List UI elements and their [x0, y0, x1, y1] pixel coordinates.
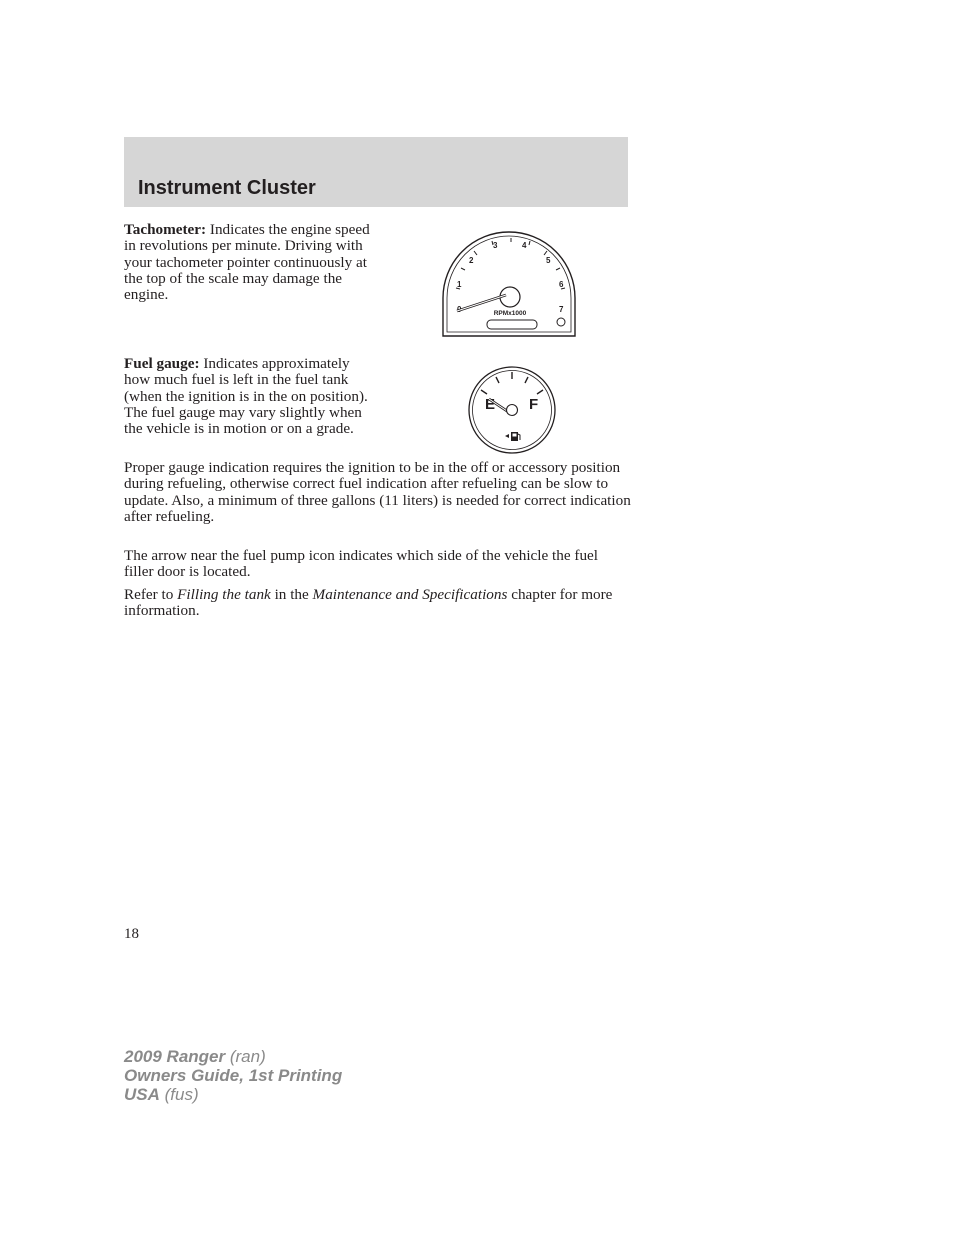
fuel-gauge-term: Fuel gauge:	[124, 355, 200, 372]
tachometer-paragraph	[124, 222, 374, 303]
fuel-full-label: F	[529, 396, 539, 413]
refer-prefix: Refer to	[124, 586, 178, 603]
refueling-indication-paragraph: Proper gauge indication requires the ignition to be in the off or accessory position during refueling, otherwise correct fuel indication after refueling can be slow to update. Also, a minimum of three gallons (11 liters) is needed for correct indication after refueling.	[124, 459, 631, 525]
footer-line-3	[124, 1085, 342, 1104]
fuel-gauge-text: Indicates approximately how much fuel is left in the fuel tank (when the ignition is in the on position). The fuel gauge may vary slightly when the vehicle is in motion or on a grade.	[124, 355, 368, 438]
tach-label-7: 7	[559, 305, 564, 314]
page-number: 18	[124, 926, 139, 942]
footer-model: 2009 Ranger	[124, 1047, 226, 1066]
footer-line-2	[124, 1066, 342, 1085]
footer-model-code: (ran)	[225, 1047, 266, 1066]
refer-suffix: chapter for more information.	[124, 586, 613, 620]
filler-door-arrow-paragraph: The arrow near the fuel pump icon indicates which side of the vehicle the fuel filler door is located.	[124, 547, 599, 581]
footer-market-code: (fus)	[159, 1085, 199, 1104]
filling-tank-reference: Filling the tank	[177, 586, 271, 603]
refer-mid: in the	[270, 586, 313, 603]
footer-edition: Owners Guide, 1st Printing	[124, 1066, 343, 1085]
maintenance-specs-reference: Maintenance and Specifications	[312, 586, 508, 603]
tachometer-text: Indicates the engine speed in revolutions per minute. Driving with your tachometer pointer continuously at the top of the scale may damage the engine.	[124, 221, 370, 304]
tach-unit-label: RPMx1000	[493, 310, 527, 317]
tach-label-5: 5	[546, 256, 551, 265]
refer-paragraph	[124, 587, 624, 620]
fuel-gauge-illustration	[467, 365, 557, 455]
footer-market: USA	[124, 1085, 160, 1104]
tachometer-illustration	[438, 228, 580, 340]
tach-label-4: 4	[522, 241, 527, 250]
fuel-empty-label: E	[485, 396, 496, 413]
fuel-gauge-paragraph	[124, 356, 379, 437]
tach-label-3: 3	[493, 241, 498, 250]
footer-line-1	[124, 1047, 342, 1066]
tachometer-term: Tachometer:	[124, 221, 207, 238]
tach-label-1: 1	[457, 280, 462, 289]
page-title: Instrument Cluster	[138, 177, 316, 199]
tach-label-2: 2	[469, 256, 474, 265]
document-footer	[124, 1047, 342, 1104]
tach-label-6: 6	[559, 280, 564, 289]
